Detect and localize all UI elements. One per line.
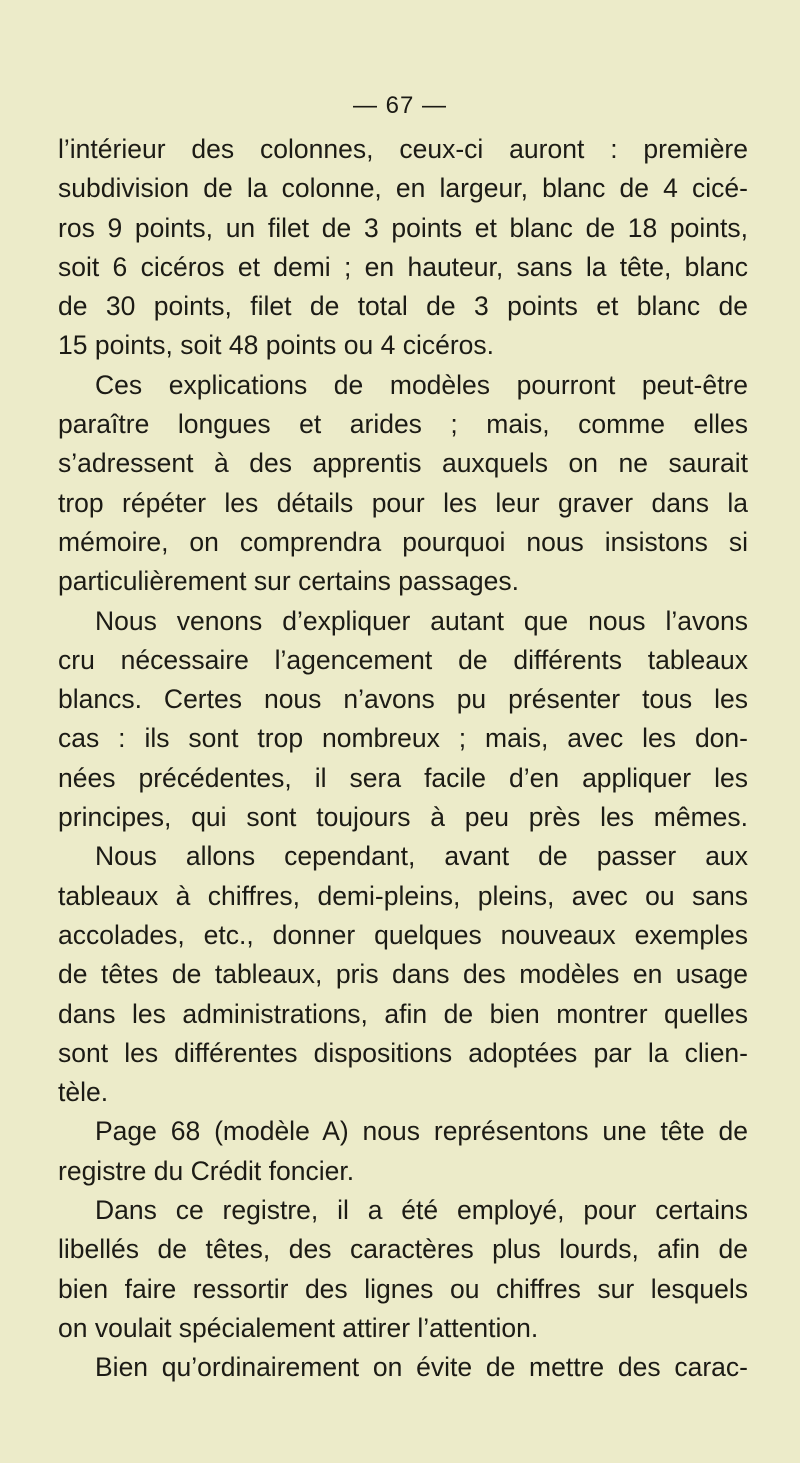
page-number: — 67 — [352, 92, 448, 119]
text-line: tèle. [58, 1077, 109, 1108]
text-line: Ces explications de modèles pourront peut-être [95, 369, 748, 400]
text-line: libellés de têtes, des caractères plus lourds, afin de [58, 1234, 748, 1265]
text-line: paraître longues et arides ; mais, comme elles [58, 409, 748, 440]
text-line: cru nécessaire l’agencement de différents tableaux [58, 644, 748, 675]
text-line: Dans ce registre, il a été employé, pour certains [95, 1195, 748, 1226]
text-line: principes, qui sont toujours à peu près les mêmes. [58, 802, 748, 833]
text-line: registre du Crédit foncier. [58, 1155, 355, 1186]
text-line: Nous allons cependant, avant de passer aux [95, 841, 748, 872]
text-line: trop répéter les détails pour les leur graver dans la [58, 487, 748, 518]
text-line: ros 9 points, un filet de 3 points et blanc de 18 points, [58, 212, 748, 243]
text-line: bien faire ressortir des lignes ou chiffres sur lesquels [58, 1273, 748, 1304]
text-line: l’intérieur des colonnes, ceux-ci auront : première [58, 134, 748, 164]
text-line: Bien qu’ordinairement on évite de mettre des carac- [95, 1352, 748, 1383]
text-line: mémoire, on comprendra pourquoi nous insistons si [58, 526, 748, 557]
text-line: cas : ils sont trop nombreux ; mais, avec les don- [58, 723, 748, 754]
text-line: de têtes de tableaux, pris dans des modèles en usage [58, 959, 748, 990]
text-line: 15 points, soit 48 points ou 4 cicéros. [58, 330, 495, 361]
text-line: Nous venons d’expliquer autant que nous l’avons [95, 605, 748, 636]
text-line: Page 68 (modèle A) nous représentons une tête de [95, 1116, 748, 1147]
text-line: de 30 points, filet de total de 3 points et blanc de [58, 291, 748, 322]
text-line: on voulait spécialement attirer l’attention. [58, 1312, 539, 1343]
text-line: soit 6 cicéros et demi ; en hauteur, sans la tête, blanc [58, 251, 748, 282]
text-line: tableaux à chiffres, demi-pleins, pleins, avec ou sans [58, 880, 748, 911]
text-line: s’adressent à des apprentis auxquels on ne saurait [58, 448, 748, 479]
text-line: blancs. Certes nous n’avons pu présenter tous les [58, 684, 748, 715]
body-text [58, 130, 748, 1388]
text-line: particulièrement sur certains passages. [58, 566, 520, 597]
text-line: sont les différentes dispositions adoptées par la clien- [58, 1037, 748, 1068]
text-line: nées précédentes, il sera facile d’en appliquer les [58, 762, 748, 793]
text-line: accolades, etc., donner quelques nouveaux exemples [58, 919, 748, 950]
text-line: dans les administrations, afin de bien montrer quelles [58, 998, 748, 1029]
text-line: subdivision de la colonne, en largeur, blanc de 4 cicé- [58, 173, 748, 204]
